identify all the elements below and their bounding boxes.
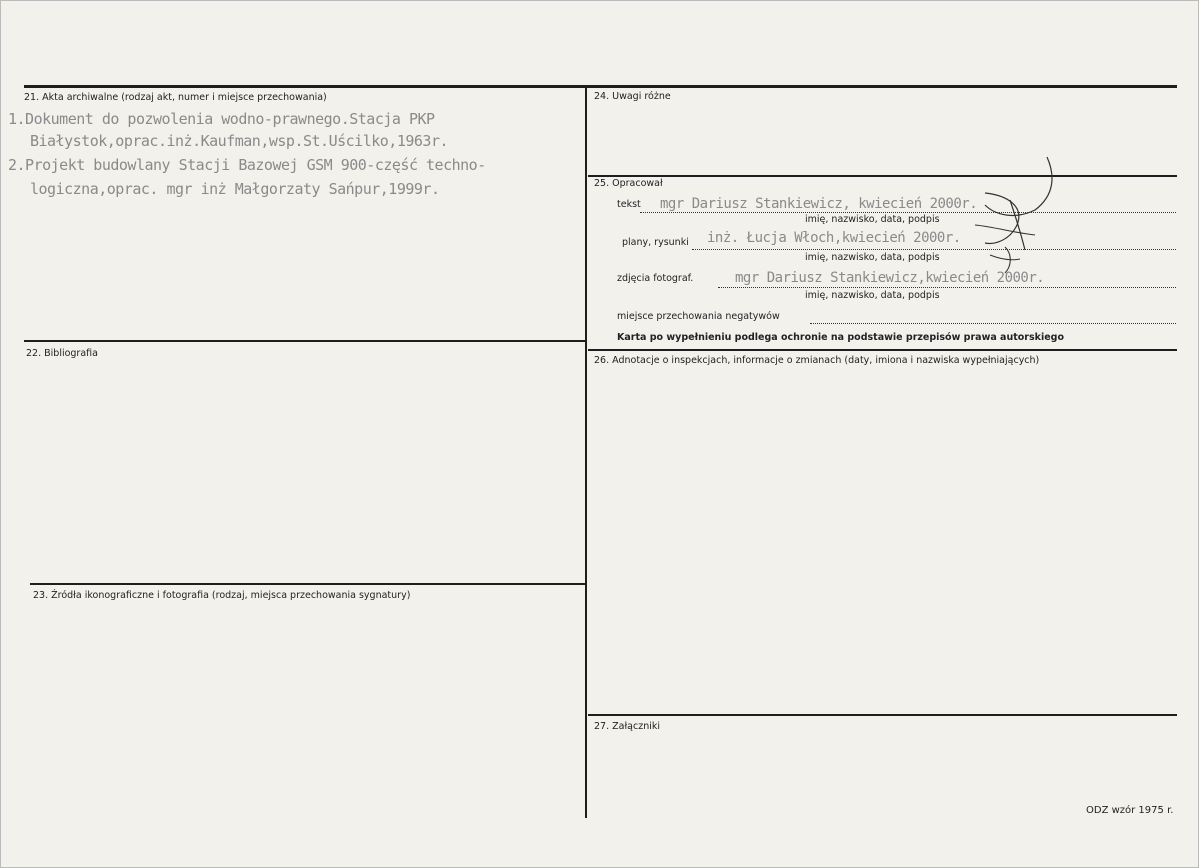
rule-right-27 (588, 714, 1177, 716)
negatives-dotted-line (810, 323, 1176, 324)
plans-dotted-line (692, 249, 1176, 250)
text-caption: imię, nazwisko, data, podpis (805, 214, 940, 225)
negatives-label: miejsce przechowania negatywów (617, 311, 780, 322)
rule-top-left (24, 85, 584, 88)
photos-caption: imię, nazwisko, data, podpis (805, 290, 940, 301)
field-27-label: 27. Załączniki (594, 721, 660, 732)
rule-right-25 (588, 175, 1177, 177)
photos-value: mgr Dariusz Stankiewicz,kwiecień 2000r. (735, 270, 1045, 286)
field-21-line-4: logiczna,oprac. mgr inż Małgorzaty Sańpur,1999r. (30, 180, 440, 198)
rule-top-right (584, 85, 1177, 88)
field-23-label: 23. Źródła ikonograficzne i fotografia (rodzaj, miejsca przechowania sygnatury) (33, 590, 411, 601)
plans-label: plany, rysunki (622, 237, 689, 248)
form-footer: ODZ wzór 1975 r. (1086, 805, 1174, 816)
rule-left-22 (24, 340, 586, 342)
field-21-line-2: Białystok,oprac.inż.Kaufman,wsp.St.Uścilko,1963r. (30, 132, 449, 150)
field-25-label: 25. Opracował (594, 178, 663, 189)
rule-left-23 (30, 583, 586, 585)
photos-label: zdjęcia fotograf. (617, 273, 694, 284)
plans-value: inż. Łucja Włoch,kwiecień 2000r. (707, 230, 961, 246)
photos-dotted-line (718, 287, 1176, 288)
field-21-line-3: 2.Projekt budowlany Stacji Bazowej GSM 900-część techno- (8, 156, 486, 174)
field-22-label: 22. Bibliografia (26, 348, 98, 359)
rule-right-26 (588, 349, 1177, 351)
rule-vertical (585, 85, 587, 818)
field-24-label: 24. Uwagi różne (594, 91, 671, 102)
field-21-line-1: 1.Dokument do pozwolenia wodno-prawnego.Stacja PKP (8, 110, 435, 128)
plans-caption: imię, nazwisko, data, podpis (805, 252, 940, 263)
text-value: mgr Dariusz Stankiewicz, kwiecień 2000r. (660, 196, 978, 212)
text-label: tekst (617, 199, 641, 210)
field-21-label: 21. Akta archiwalne (rodzaj akt, numer i miejsce przechowania) (24, 92, 327, 103)
field-26-label: 26. Adnotacje o inspekcjach, informacje o zmianach (daty, imiona i nazwiska wypełniających) (594, 355, 1040, 366)
copyright-note: Karta po wypełnieniu podlega ochronie na podstawie przepisów prawa autorskiego (617, 332, 1064, 343)
